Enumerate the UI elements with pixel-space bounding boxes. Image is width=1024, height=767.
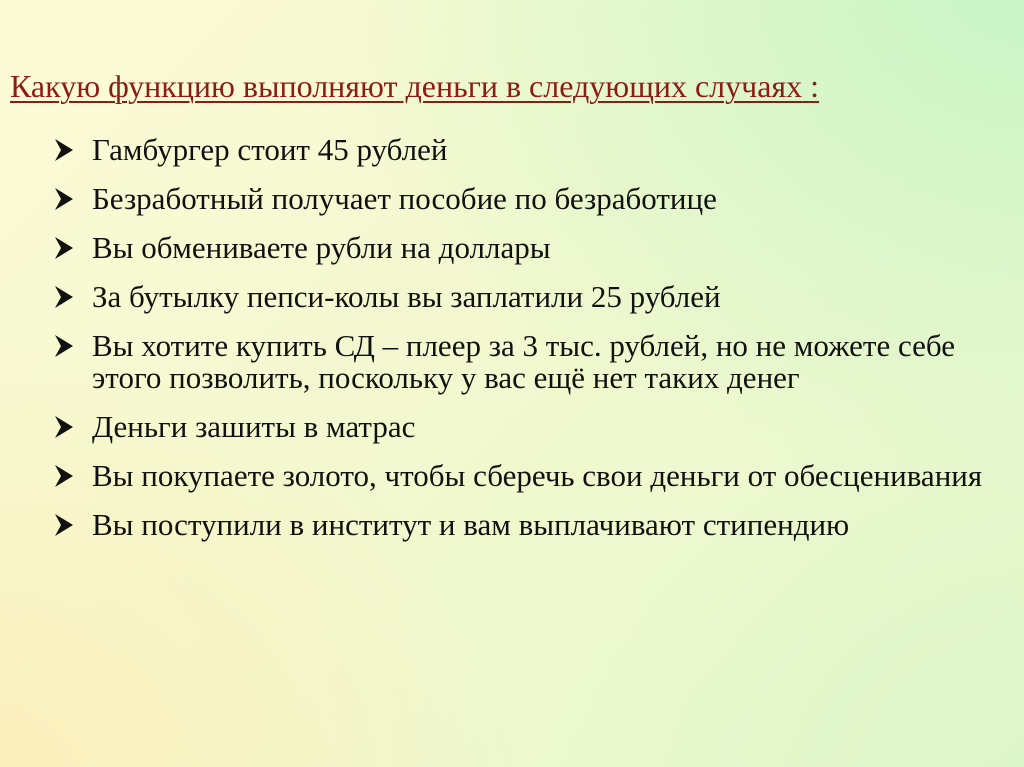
bullet-item-5 <box>54 330 994 394</box>
bullet-item-8 <box>54 509 994 541</box>
bullet-text: Гамбургер стоит 45 рублей <box>92 132 448 167</box>
bullet-item-1 <box>54 134 994 166</box>
arrowhead-bullet-icon <box>54 285 74 309</box>
arrowhead-bullet-icon <box>54 334 74 358</box>
bullet-list <box>54 134 994 558</box>
bullet-text: Деньги зашиты в матрас <box>92 409 416 444</box>
arrowhead-bullet-icon <box>54 415 74 439</box>
arrowhead-bullet-icon <box>54 464 74 488</box>
bullet-item-2 <box>54 183 994 215</box>
bullet-item-4 <box>54 281 994 313</box>
slide-title-text: Какую функцию выполняют деньги в следующих случаях <box>10 68 803 104</box>
arrowhead-bullet-icon <box>54 138 74 162</box>
slide-title-colon: : <box>802 68 820 104</box>
bullet-text: Вы обмениваете рубли на доллары <box>92 230 551 265</box>
bullet-text: За бутылку пепси-колы вы заплатили 25 рублей <box>92 279 721 314</box>
bullet-text: Вы покупаете золото, чтобы сберечь свои деньги от обесценивания <box>92 458 983 493</box>
bullet-item-3 <box>54 232 994 264</box>
slide-title <box>10 68 819 105</box>
arrowhead-bullet-icon <box>54 236 74 260</box>
arrowhead-bullet-icon <box>54 187 74 211</box>
bullet-item-7 <box>54 460 994 492</box>
arrowhead-bullet-icon <box>54 513 74 537</box>
bullet-item-6 <box>54 411 994 443</box>
bullet-text: Вы хотите купить СД – плеер за 3 тыс. рублей, но не можете себе этого позволить, поскольку у вас ещё нет таких денег <box>92 328 955 395</box>
bullet-text: Безработный получает пособие по безработице <box>92 181 717 216</box>
bullet-text: Вы поступили в институт и вам выплачивают стипендию <box>92 507 850 542</box>
